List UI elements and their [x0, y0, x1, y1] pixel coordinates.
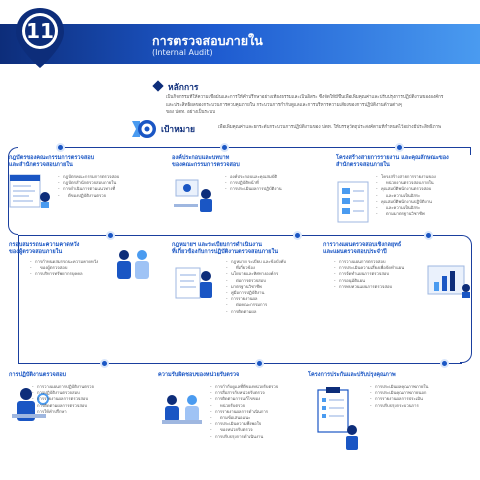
step-5-list [226, 259, 286, 315]
list-item: - การบริหารทรัพยากรบุคคล [30, 271, 98, 277]
list-item: - และความเป็นอิสระ [376, 193, 436, 199]
connector-top [60, 147, 470, 148]
list-item: - การประเมินผลคุณภาพภายใน [370, 384, 428, 390]
list-item: - กฎบัตรคณะกรรมการตรวจสอบ [58, 174, 119, 180]
step-4-list [30, 259, 98, 278]
list-item: - การปรับปรุงการดำเนินงาน [210, 434, 278, 440]
step-3-title: โครงสร้างสายการรายงาน และคุณลักษณะของ สำนักตรวจสอบภายใน [336, 155, 449, 168]
list-item: - ตามมาตรฐานวิชาชีพ [376, 211, 436, 217]
list-item: - การกำกับดูแลที่ดีของหน่วยรับตรวจ [210, 384, 278, 390]
step-2-title: องค์ประกอบและบทบาท ของคณะกรรมการตรวจสอบ [172, 155, 240, 168]
step-3-list [376, 174, 436, 217]
list-item: - การรายงานผล [226, 296, 286, 302]
document-illustration-icon [8, 173, 52, 209]
list-item: - การดำเนินการตามแนวทางที่ [58, 186, 119, 192]
step-8-title: ความรับผิดชอบของหน่วยรับตรวจ [158, 372, 240, 378]
step-6-list [334, 259, 404, 290]
org-structure-illustration-icon [334, 178, 374, 226]
list-item: - การติดตามผลการตรวจสอบ [32, 403, 94, 409]
step-marker [56, 143, 65, 152]
step-9-title: โครงการประกันและปรับปรุงคุณภาพ [308, 372, 396, 378]
list-item: - หน่วยงานตรวจสอบภายใน [376, 180, 436, 186]
connector-row-2 [18, 363, 462, 364]
list-item: - ของผู้ตรวจสอบ [30, 265, 98, 271]
list-item: - คุณสมบัติพนักงานตรวจสอบ [376, 186, 436, 192]
list-item: - ที่เกี่ยวข้อง [226, 265, 286, 271]
list-item: - การปรับปรุงกระบวนการ [370, 403, 428, 409]
target-badge-icon [130, 118, 158, 140]
target-body: เพื่อเพิ่มคุณค่าและยกระดับกระบวนการปฏิบัติงานของ ปตท. ให้บรรลุวัตถุประสงค์ตามที่กำหนดไว้อย่างมีประสิทธิภาพ [218, 125, 442, 130]
step-2-list [225, 174, 282, 193]
step-marker [106, 231, 115, 240]
step-marker [100, 359, 109, 368]
step-marker [220, 143, 229, 152]
committee-illustration-icon [172, 174, 216, 214]
quality-form-illustration-icon [312, 386, 362, 452]
list-item: - การประเมินความพึงพอใจ [210, 421, 278, 427]
list-item: - การประเมินความเสี่ยงเพื่อจัดทำแผน [334, 265, 404, 271]
target-heading: เป้าหมาย [161, 125, 196, 135]
list-item: - โครงสร้างสายการรายงานของ [376, 174, 436, 180]
plan-chart-illustration-icon [426, 262, 472, 300]
list-item: - หน่วยรับตรวจ [210, 403, 278, 409]
list-item: - กฎบัตรสำนักตรวจสอบภายใน [58, 180, 119, 186]
list-item: - การวางแผนการปฏิบัติงานตรวจ [32, 384, 94, 390]
list-item: - การอนุมัติแผน [334, 278, 404, 284]
list-item: - ดีของปฏิบัติงานตรวจ [58, 193, 119, 199]
list-item: - การติดตามการแก้ไขของ [210, 396, 278, 402]
list-item: - ต่อคณะกรรมการ [226, 302, 286, 308]
list-item: - การปฏิบัติหน้าที่ [225, 180, 282, 186]
step-1-list [58, 174, 119, 199]
list-item: - กฎหมาย ระเบียบ และข้อบังคับ [226, 259, 286, 265]
step-marker [424, 231, 433, 240]
list-item: - คู่มือการปฏิบัติงาน [226, 290, 286, 296]
step-8-list [210, 384, 278, 440]
page-subtitle: (Internal Audit) [152, 48, 213, 57]
list-item: - การปฏิบัติงานตรวจสอบ [32, 390, 94, 396]
step-7-title: การปฏิบัติงานตรวจสอบ [9, 372, 67, 378]
step-marker [395, 143, 404, 152]
principle-body: เป็นกิจกรรมที่ให้ความเชื่อมั่นและการให้คำปรึกษาอย่างเที่ยงธรรมและเป็นอิสระ ซึ่งจัดให้มีขึ้นเพื่อเพิ่มคุณค่าและปรับปรุงการปฏิบัติงานขององค์กร และประสิทธิผลของกระบวนการควบคุมภายใน กระบวนการกำกับดูแลและการบริหารความเสี่ยงของการปฏิบัติงานด้านต่างๆ ของ ปตท. อย่างเป็นระบบ [166, 95, 444, 115]
list-item: - การกำหนดสมรรถนะความคาดหวัง [30, 259, 98, 265]
step-7-list [32, 384, 94, 415]
step-marker [255, 359, 264, 368]
list-item: - การสื่อสารกับหน่วยรับตรวจ [210, 390, 278, 396]
list-item: - คุณสมบัติพนักงานปฏิบัติงาน [376, 199, 436, 205]
step-9-list [370, 384, 428, 409]
list-item: - ของหน่วยรับตรวจ [210, 427, 278, 433]
list-item: - การวางแผนการตรวจสอบ [334, 259, 404, 265]
step-5-title: กฎหมายฯ และระเบียบการดำเนินงาน ที่เกี่ยวข้องกับการปฏิบัติงานตรวจสอบภายใน [172, 242, 279, 255]
diamond-bullet-icon [152, 80, 163, 91]
list-item: - องค์ประกอบและคุณสมบัติ [225, 174, 282, 180]
page-title: การตรวจสอบภายใน [152, 33, 263, 48]
list-item: - ตามข้อเสนอแนะ [210, 415, 278, 421]
step-marker [293, 231, 302, 240]
meeting-illustration-icon [160, 390, 204, 430]
law-illustration-icon [172, 262, 216, 302]
list-item: - การรายงานผลการประเมิน [370, 396, 428, 402]
list-item: - มาตรฐานวิชาชีพ [226, 284, 286, 290]
list-item: - การรายงานผลการดำเนินการ [210, 409, 278, 415]
principle-heading: หลักการ [168, 83, 199, 93]
list-item: - การจัดทำแผนการตรวจสอบ [334, 271, 404, 277]
list-item: - นโยบายและทิศทางองค์กร [226, 271, 286, 277]
location-pin-icon [14, 6, 66, 70]
section-number: 11 [26, 19, 54, 43]
list-item: - การประเมินคุณภาพภายนอก [370, 390, 428, 396]
people-illustration-icon [110, 246, 156, 282]
step-4-title: กรอบสมรรถนะความคาดหวัง ของผู้ตรวจสอบภายใน [9, 242, 80, 255]
step-marker [440, 359, 449, 368]
list-item: - การรายงานผลการตรวจสอบ [32, 396, 94, 402]
list-item: - ต่อการตรวจสอบ [226, 278, 286, 284]
step-6-title: การวางแผนตรวจสอบเชิงกลยุทธ์ และแผนตรวจสอบประจำปี [323, 242, 402, 255]
connector-row-1 [18, 235, 462, 236]
list-item: - การประเมินผลการปฏิบัติงาน [225, 186, 282, 192]
step-1-title: กฎบัตรของคณะกรรมการตรวจสอบ และสำนักตรวจสอบภายใน [9, 155, 95, 168]
header-banner [0, 0, 480, 68]
connector-top-right [470, 147, 471, 155]
list-item: - การติดตามผล [226, 309, 286, 315]
list-item: - และความเป็นอิสระ [376, 205, 436, 211]
list-item: - การให้คำปรึกษา [32, 409, 94, 415]
list-item: - การทบทวนแผนการตรวจสอบ [334, 284, 404, 290]
